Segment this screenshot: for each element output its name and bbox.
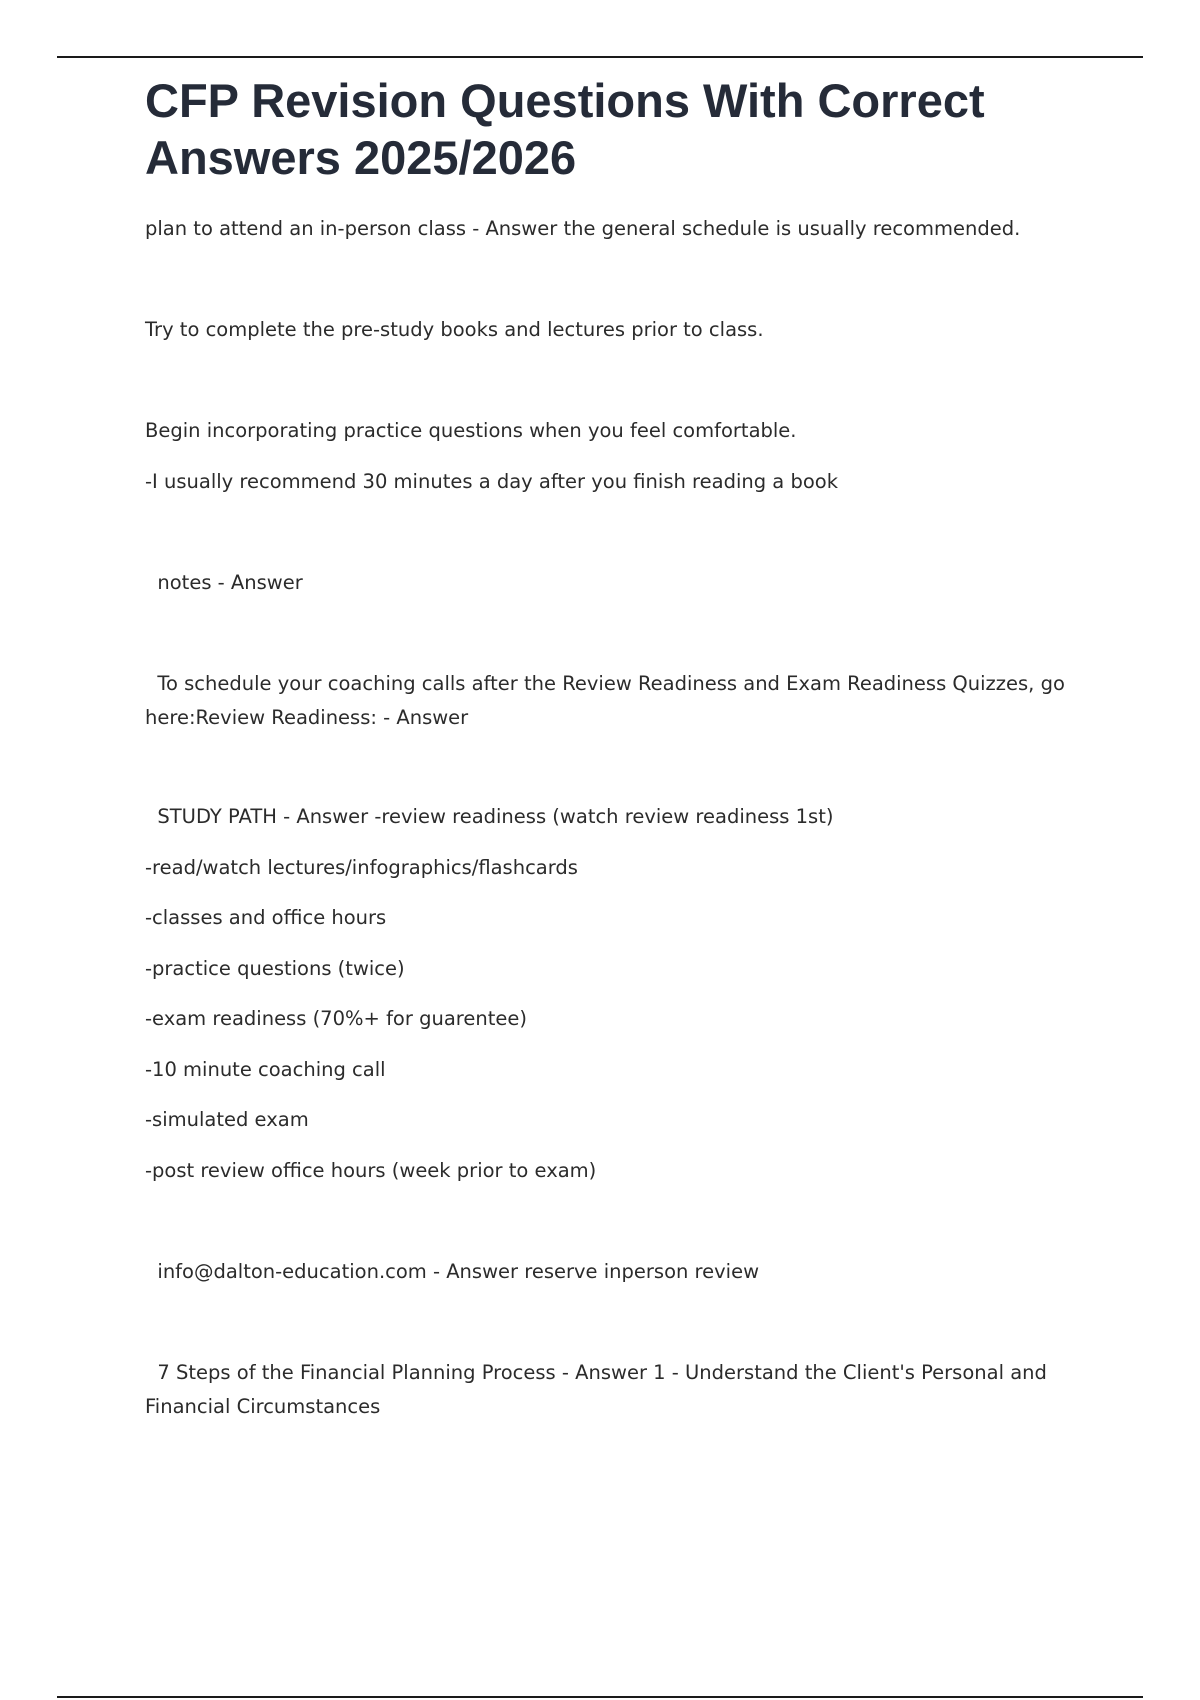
text-line: -read/watch lectures/infographics/flashcards (145, 856, 578, 879)
text-line: -exam readiness (70%+ for guarentee) (145, 1007, 527, 1030)
text-line: 7 Steps of the Financial Planning Process - Answer 1 - Understand the Client's Personal and Financial Circumstances (145, 1361, 1054, 1418)
document-title: CFP Revision Questions With Correct Answers 2025/2026 (145, 74, 985, 184)
text-line: -practice questions (twice) (145, 957, 405, 980)
text-line: notes - Answer (145, 571, 303, 594)
text-line: plan to attend an in-person class - Answer the general schedule is usually recommended. (145, 217, 1021, 240)
text-line: -I usually recommend 30 minutes a day after you finish reading a book (145, 470, 838, 493)
text-line: -simulated exam (145, 1108, 309, 1131)
text-line: To schedule your coaching calls after the Review Readiness and Exam Readiness Quizzes, go here:Review Readiness: - Answer (145, 672, 1072, 729)
text-line: -classes and office hours (145, 906, 387, 929)
top-rule (57, 56, 1143, 58)
text-line: -10 minute coaching call (145, 1058, 386, 1081)
text-line: -post review office hours (week prior to exam) (145, 1159, 597, 1182)
text-line: Begin incorporating practice questions when you feel comfortable. (145, 419, 797, 442)
text-line: info@dalton-education.com - Answer reserve inperson review (145, 1260, 760, 1283)
text-line: STUDY PATH - Answer -review readiness (watch review readiness 1st) (145, 805, 834, 828)
bottom-rule (57, 1696, 1143, 1698)
text-line: Try to complete the pre-study books and lectures prior to class. (145, 318, 764, 341)
